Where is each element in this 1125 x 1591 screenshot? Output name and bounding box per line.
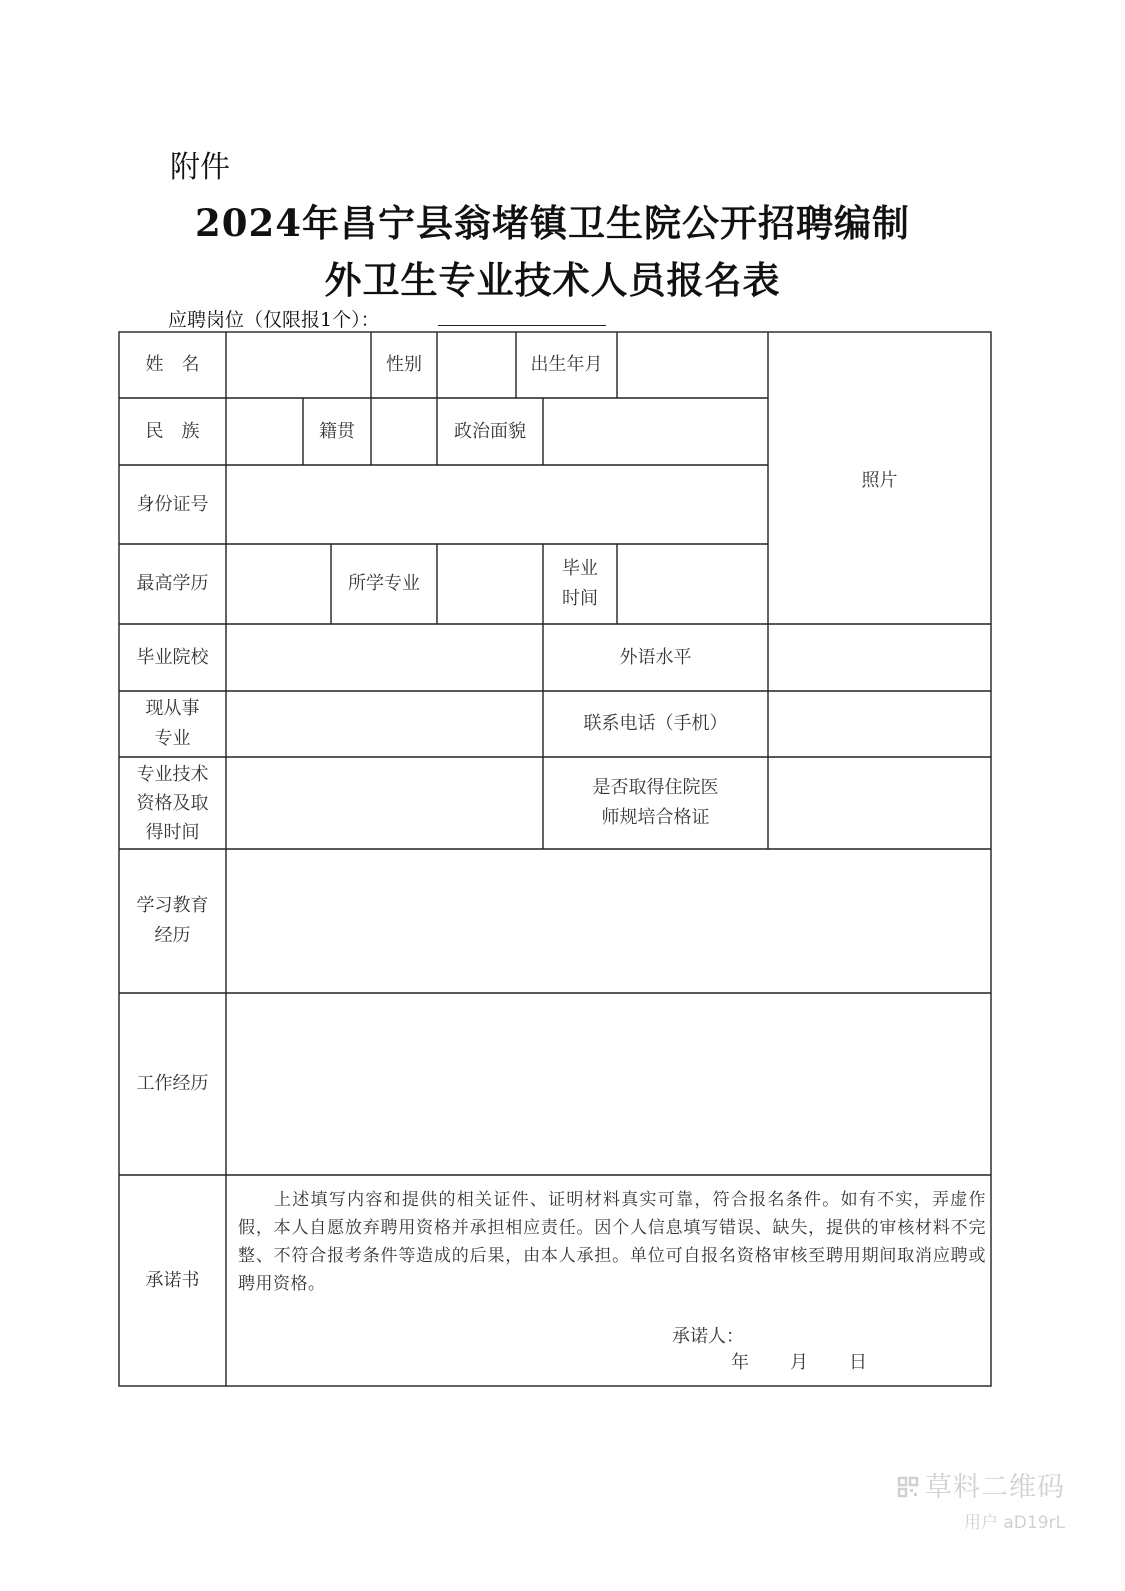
gender-label: 性别 (386, 354, 422, 375)
political-status-label: 政治面貌 (454, 420, 526, 442)
current-profession-label (119, 691, 226, 757)
qualification-field[interactable] (226, 757, 543, 849)
current-profession-label-line-2: 专业 (154, 728, 191, 749)
native-place-field[interactable] (371, 398, 437, 465)
pledge-label: 承诺书 (145, 1269, 200, 1291)
qualification-label (119, 757, 226, 849)
position-label: 应聘岗位（仅限报1个）： (168, 309, 380, 331)
id-number-field[interactable] (226, 465, 768, 544)
study-history-field[interactable] (226, 849, 991, 993)
foreign-language-label: 外语水平 (619, 646, 692, 668)
work-history-field[interactable] (226, 993, 991, 1175)
pledge-text: 上述填写内容和提供的相关证件、证明材料真实可靠，符合报名条件。如有不实，弄虚作假，本人自愿放弃聘用资格并承担相应责任。因个人信息填写错误、缺失，提供的审核材料不完整、不符合报考条件等造成的后果，由本人承担。单位可自报名资格审核至聘用期间取消应聘或聘用资格。 (238, 1190, 986, 1294)
graduation-time-label-line-1: 毕业 (562, 558, 598, 579)
graduation-time-field[interactable] (617, 544, 768, 624)
graduation-time-label (543, 544, 617, 624)
name-label: 姓 名 (145, 354, 200, 375)
school-label: 毕业院校 (136, 646, 209, 668)
major-label: 所学专业 (348, 573, 420, 594)
qualification-label-line-1: 专业技术 (136, 763, 209, 785)
phone-field[interactable] (768, 691, 991, 757)
residency-cert-label-line-1: 是否取得住院医 (592, 777, 719, 798)
attachment-label: 附件 (170, 150, 230, 185)
signer-label: 承诺人： (672, 1326, 744, 1347)
residency-cert-label-line-2: 师规培合格证 (601, 807, 710, 828)
signer-field[interactable] (745, 1318, 945, 1346)
native-place-label: 籍贯 (319, 420, 355, 442)
photo-label: 照片 (861, 470, 898, 491)
birth-date-field[interactable] (617, 332, 768, 398)
major-field[interactable] (437, 544, 543, 624)
photo-box[interactable] (768, 332, 991, 624)
form-title-line-1: 2024年昌宁县翁堵镇卫生院公开招聘编制 (195, 201, 910, 245)
gender-field[interactable] (437, 332, 516, 398)
political-status-field[interactable] (543, 398, 768, 465)
study-history-label-line-1: 学习教育 (136, 895, 209, 916)
qr-code-icon (897, 1476, 919, 1498)
birth-date-label: 出生年月 (530, 354, 603, 375)
current-profession-field[interactable] (226, 691, 543, 757)
phone-label: 联系电话（手机） (583, 713, 728, 734)
month-label: 月 (790, 1352, 808, 1373)
watermark-brand (897, 1465, 1065, 1504)
form-title-line-2: 外卫生专业技术人员报名表 (324, 258, 781, 302)
ethnicity-field[interactable] (226, 398, 303, 465)
name-field[interactable] (226, 332, 371, 398)
work-history-label: 工作经历 (136, 1073, 209, 1094)
qualification-label-line-2: 资格及取 (136, 792, 209, 814)
watermark-brand-text: 草料二维码 (925, 1472, 1065, 1503)
graduation-time-label-line-2: 时间 (562, 588, 598, 609)
current-profession-label-line-1: 现从事 (145, 698, 200, 719)
residency-cert-label (543, 757, 768, 849)
school-field[interactable] (226, 624, 543, 691)
study-history-label-line-2: 经历 (154, 925, 191, 946)
day-label: 日 (849, 1352, 867, 1373)
residency-cert-field[interactable] (768, 757, 991, 849)
qualification-label-line-3: 得时间 (145, 821, 200, 843)
study-history-label (119, 849, 226, 993)
ethnicity-label: 民 族 (145, 420, 200, 442)
year-label: 年 (731, 1352, 749, 1373)
foreign-language-field[interactable] (768, 624, 991, 691)
education-field[interactable] (226, 544, 331, 624)
watermark-user: 用户 aD19rL (963, 1513, 1065, 1533)
id-number-label: 身份证号 (136, 493, 209, 515)
education-label: 最高学历 (136, 573, 209, 594)
